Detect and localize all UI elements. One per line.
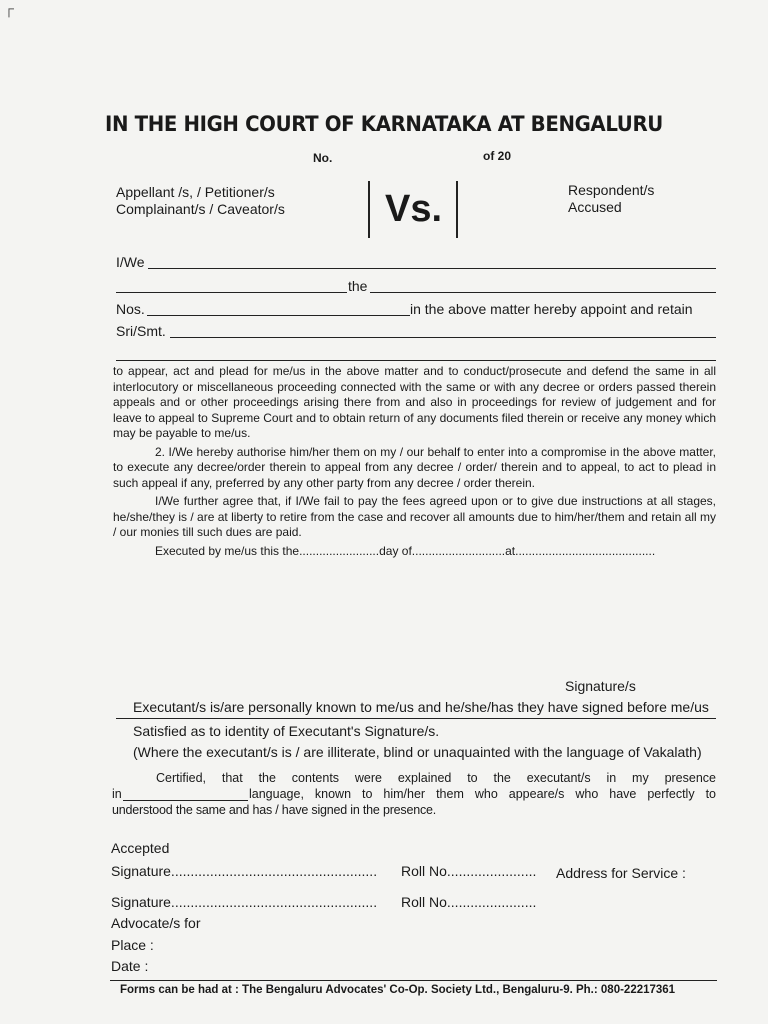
known-text: Executant/s is/are personally known to me/us and he/she/has they have signed before me/us <box>133 699 709 715</box>
nos-input-line[interactable] <box>147 315 410 316</box>
advocate-name-input-line[interactable] <box>170 337 716 338</box>
sri-label: Sri/Smt. <box>116 323 166 339</box>
certified-in-label: in <box>112 787 122 801</box>
paragraph-2: 2. I/We hereby authorise him/her them on my / our behalf to enter into a compromise in the above matter, to execute any decree/order therein to appeal from any decree / order/ therein and to appeal, to act to plead in such appeal if any, preferred by any other party from any decree / order therein. <box>113 444 716 490</box>
executed-line: Executed by me/us this the........................day of............................at.......................................... <box>155 543 656 558</box>
signature-field-1[interactable]: Signature..................................................... <box>111 863 378 879</box>
the-label: the <box>348 278 368 294</box>
respondent-block <box>568 182 654 216</box>
roll-no-field-1[interactable]: Roll No....................... <box>401 863 537 879</box>
footer-rule <box>110 980 717 981</box>
case-year-label: of 20 <box>483 149 512 163</box>
paragraph-3: I/We further agree that, if I/We fail to pay the fees agreed upon or to give due instructions at all stages, he/she/they is / are at liberty to retire from the case and recover all amounts due to him/her/them and retain all my / our monies till such dues are paid. <box>113 494 716 539</box>
certified-line2: language, known to him/her them who appeare/s who have perfectly to <box>249 787 716 801</box>
appellant-line2: Complainant/s / Caveator/s <box>116 201 285 217</box>
paragraph-1: to appear, act and plead for me/us in the above matter and to conduct/prosecute and defend the same in all interlocutory or miscellaneous proceeding connected with the same or with any decree or orders passed therein appeals and or other proceedings arising there from and also in proceedings for review of judgement and for leave to appeal to Supreme Court and to obtain return of any documents filed therein or receive any money which may be payable to me/us. <box>113 364 716 440</box>
appellant-block <box>116 184 285 218</box>
certified-line3: understood the same and has / have signed in the presence. <box>112 803 437 817</box>
vs-left-bar <box>368 181 370 238</box>
known-rule <box>116 718 716 719</box>
roll-no-field-2[interactable]: Roll No....................... <box>401 894 537 910</box>
appoint-text: in the above matter hereby appoint and retain <box>410 301 693 317</box>
party-input-line[interactable] <box>370 292 716 293</box>
certified-line1: Certified, that the contents were explained to the executant/s in my presence <box>156 771 716 785</box>
place-label: Place : <box>111 937 154 953</box>
address-for-service-label: Address for Service : <box>556 865 686 881</box>
vs-right-bar <box>456 181 458 238</box>
illiterate-text: (Where the executant/s is / are illiterate, blind or unaquainted with the language of Vakalath) <box>133 744 702 760</box>
nos-label: Nos. <box>116 301 145 317</box>
continuation-input-line[interactable] <box>116 360 716 361</box>
corner-mark: ┌ <box>4 0 14 16</box>
appellant-line1: Appellant /s, / Petitioner/s <box>116 184 275 200</box>
case-no-label: No. <box>313 151 333 165</box>
footer-text: Forms can be had at : The Bengaluru Advocates' Co-Op. Society Ltd., Bengaluru-9. Ph.: 080-22217361 <box>120 984 676 996</box>
iwe-label: I/We <box>116 254 145 270</box>
respondent-line1: Respondent/s <box>568 182 655 198</box>
accepted-label: Accepted <box>111 840 170 856</box>
authority-paragraphs <box>113 364 716 559</box>
advocate-for-label: Advocate/s for <box>111 915 201 931</box>
name-input-line[interactable] <box>116 292 347 293</box>
signature-field-2[interactable]: Signature..................................................... <box>111 894 378 910</box>
satisfied-text: Satisfied as to identity of Executant's Signature/s. <box>133 723 440 739</box>
iwe-input-line[interactable] <box>148 268 716 269</box>
date-label: Date : <box>111 958 149 974</box>
signature-label: Signature/s <box>565 678 636 694</box>
language-input-line[interactable] <box>123 800 248 801</box>
respondent-line2: Accused <box>568 199 622 215</box>
court-title: IN THE HIGH COURT OF KARNATAKA AT BENGALURU <box>105 112 663 136</box>
vs-label: Vs. <box>385 188 443 230</box>
